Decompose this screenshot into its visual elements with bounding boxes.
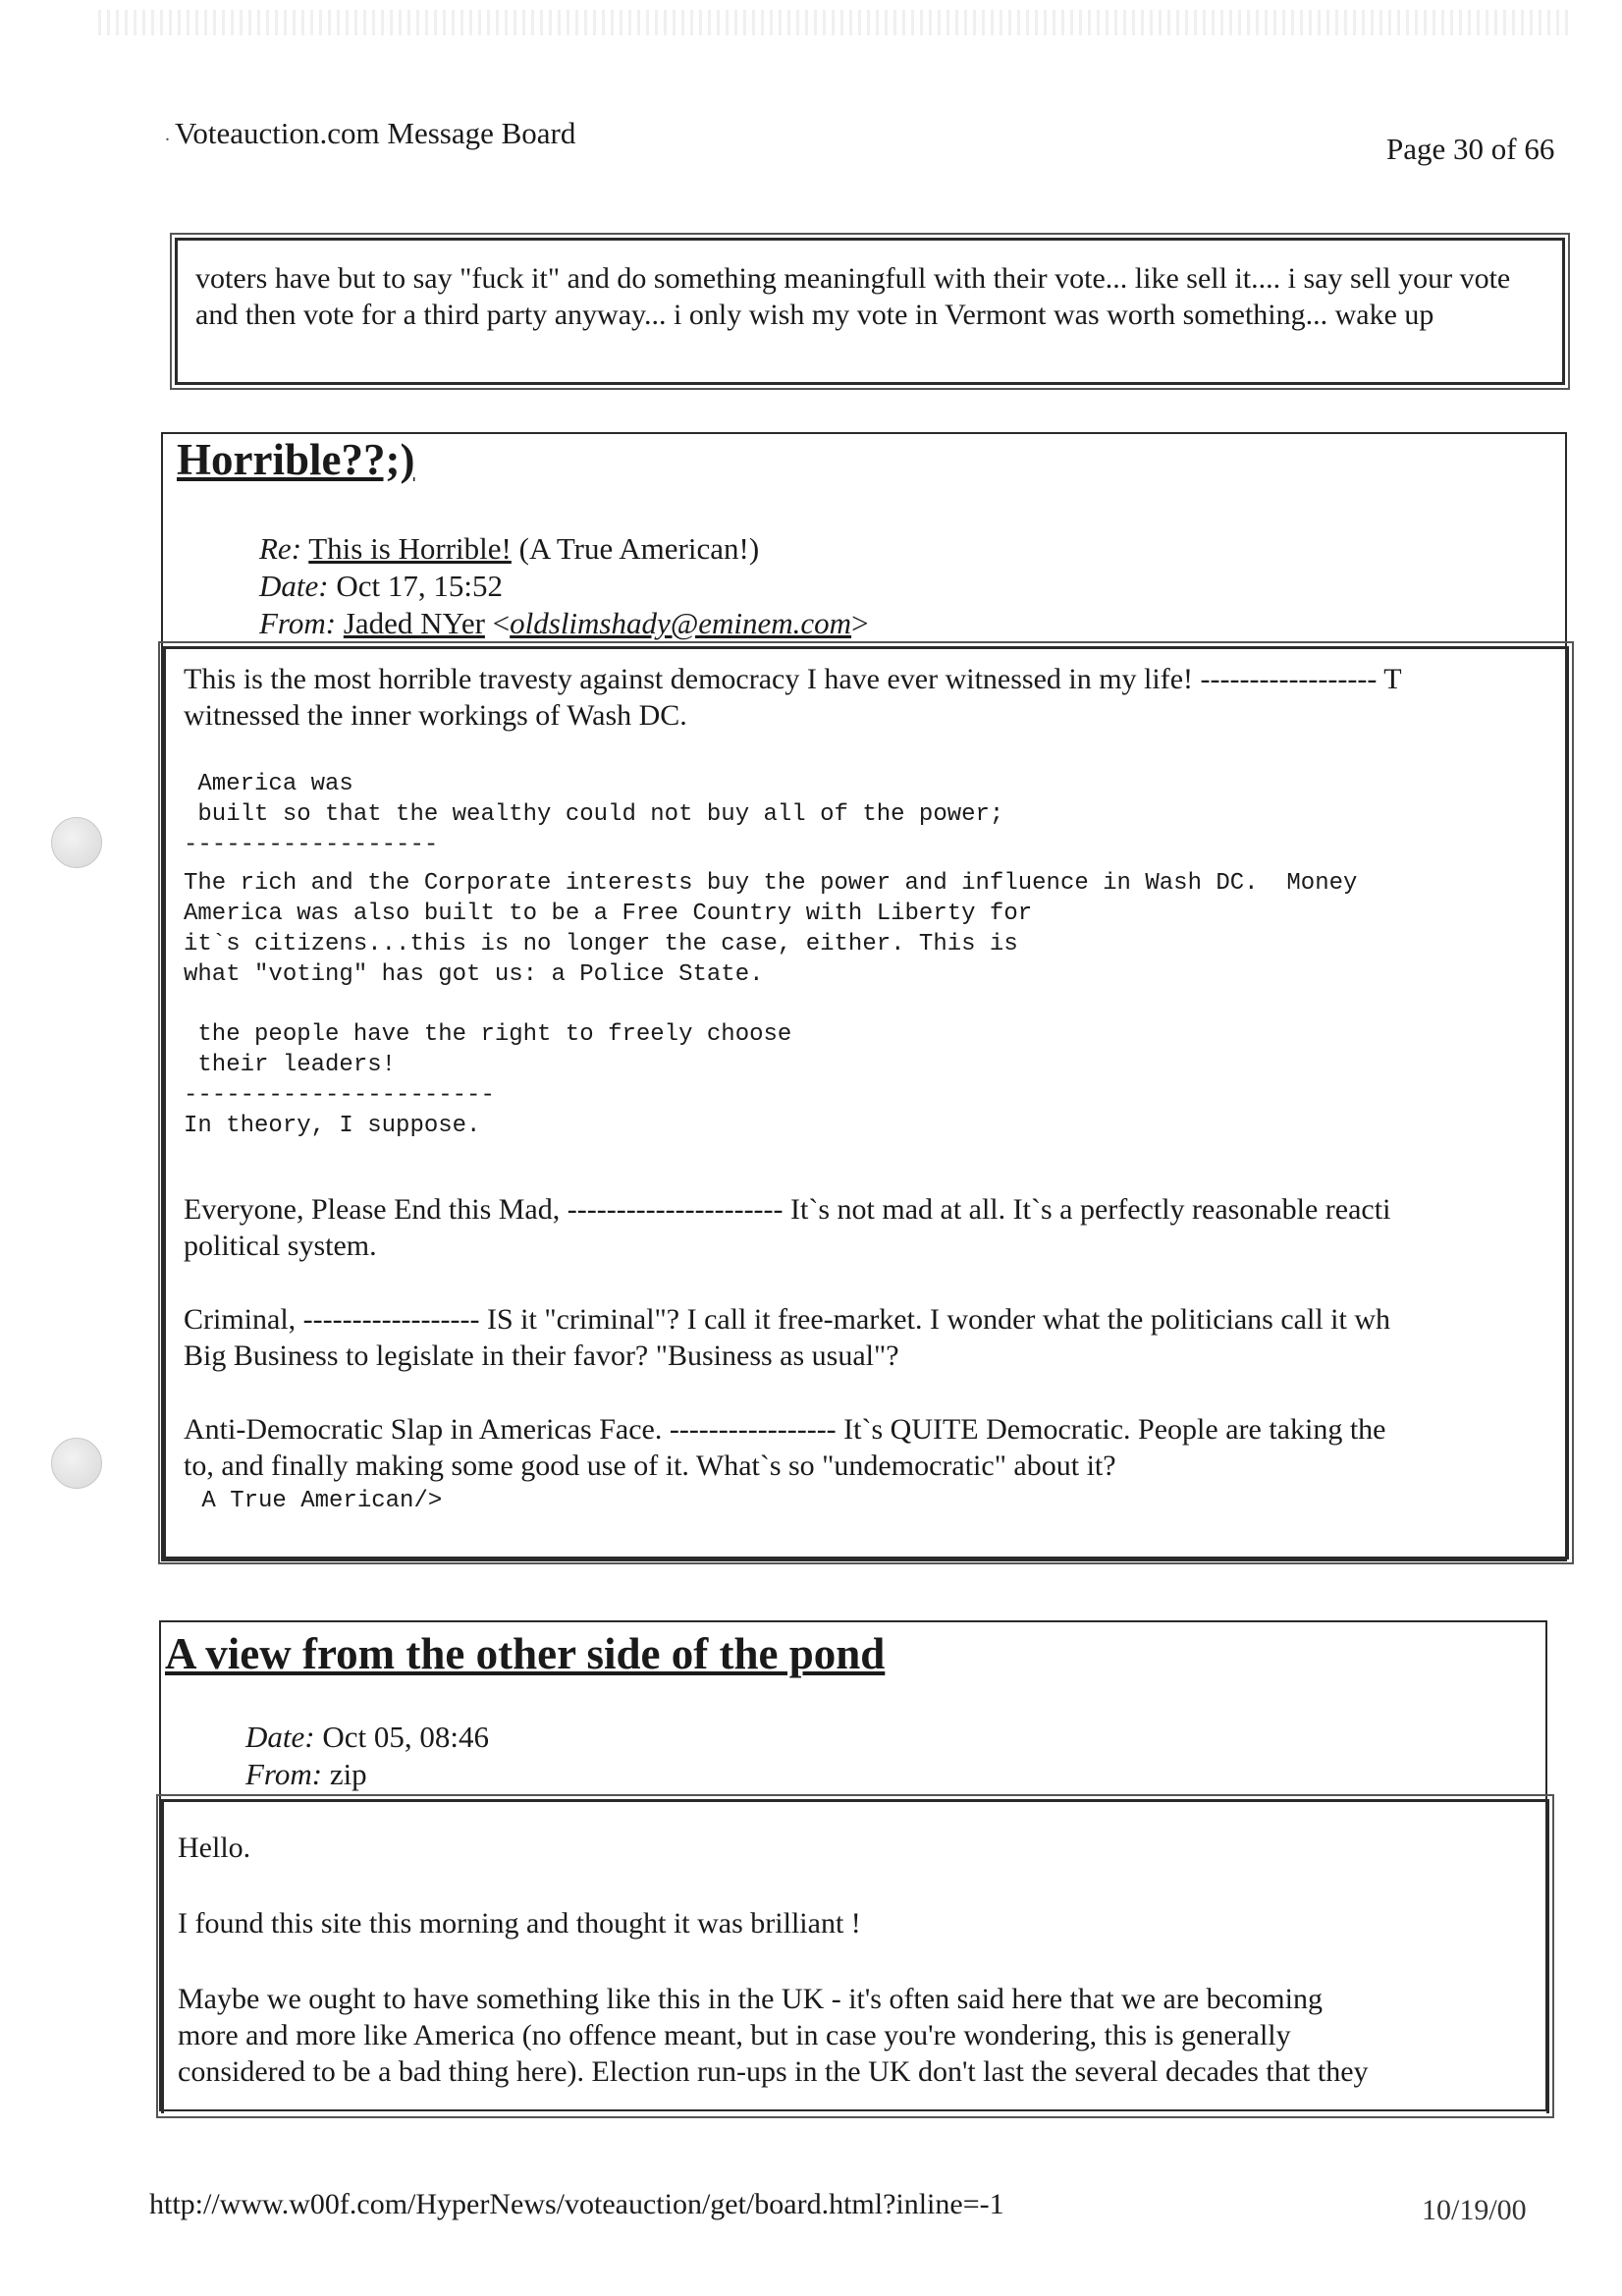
author-name: zip — [329, 1757, 367, 1791]
reply-to-link[interactable]: This is Horrible! — [308, 531, 512, 566]
post-paragraph: more and more like America (no offence meant, but in case you're wondering, this is generally — [178, 2019, 1291, 2051]
date-label: Date: — [259, 569, 329, 603]
quote-divider: ------------------ — [184, 832, 439, 858]
date-line — [245, 1719, 489, 1756]
from-label: From: — [245, 1757, 323, 1791]
email-close-bracket: > — [851, 606, 869, 640]
post-paragraph: political system. — [184, 1230, 377, 1262]
reply-line: what "voting" has got us: a Police State. — [184, 961, 764, 988]
post-paragraph: I found this site this morning and thought it was brilliant ! — [178, 1907, 861, 1940]
page-number: Page 30 of 66 — [1386, 132, 1555, 166]
post-body-intro-1: This is the most horrible travesty against democracy I have ever witnessed in my life! ------------------ T — [184, 663, 1402, 695]
post-body-box — [163, 646, 1569, 1559]
post-paragraph: to, and finally making some good use of it. What`s so "undemocratic" about it? — [184, 1449, 1116, 1482]
post-paragraph: Hello. — [178, 1831, 251, 1864]
post-horrible — [161, 432, 1567, 1561]
quote-divider: ---------------------- — [184, 1082, 495, 1109]
post-paragraph: Everyone, Please End this Mad, ---------------------- It`s not mad at all. It`s a perfectly reasonable reacti — [184, 1193, 1391, 1226]
quote-line: America was — [184, 771, 353, 797]
reply-line: In theory, I suppose. — [184, 1113, 481, 1139]
from-line — [259, 605, 869, 642]
reply-line: America was also built to be a Free Country with Liberty for — [184, 901, 1033, 927]
from-line — [245, 1756, 489, 1793]
email-open-bracket: < — [492, 606, 511, 640]
quote-line: the people have the right to freely choose — [184, 1021, 792, 1048]
punch-hole — [51, 817, 102, 868]
author-link[interactable]: Jaded NYer — [343, 606, 485, 640]
quote-line: their leaders! — [184, 1052, 397, 1078]
author-email-link[interactable]: oldslimshady@eminem.com — [510, 606, 852, 640]
footer-date: 10/19/00 — [1422, 2194, 1527, 2226]
reply-line: The rich and the Corporate interests buy the power and influence in Wash DC. Money — [184, 870, 1358, 897]
continued-post-text: voters have but to say "fuck it" and do something meaningfull with their vote... like sell it.... i say sell your vote and then vote for a third party anyway... i only wish my vote in Vermont was worth something... wake up — [195, 262, 1511, 331]
post-body-box — [161, 1799, 1549, 2113]
from-label: From: — [259, 606, 337, 640]
post-paragraph: Criminal, ------------------ IS it "criminal"? I call it free-market. I wonder what the politicians call it wh — [184, 1303, 1390, 1336]
post-meta — [259, 530, 869, 642]
page-header-title: Voteauction.com Message Board — [175, 116, 576, 150]
post-title[interactable]: Horrible??;) — [177, 435, 415, 484]
post-paragraph: Big Business to legislate in their favor? "Business as usual"? — [184, 1339, 899, 1372]
post-meta — [245, 1719, 489, 1793]
reply-to-line — [259, 530, 869, 568]
date-value: Oct 05, 08:46 — [322, 1720, 489, 1754]
reply-line: it`s citizens...this is no longer the case, either. This is — [184, 931, 1018, 957]
scan-mark: . — [165, 124, 170, 145]
post-title[interactable]: A view from the other side of the pond — [165, 1629, 886, 1678]
post-body-intro-2: witnessed the inner workings of Wash DC. — [184, 699, 687, 732]
post-paragraph: Maybe we ought to have something like this in the UK - it's often said here that we are becoming — [178, 1983, 1323, 2015]
reply-to-author: (A True American!) — [518, 531, 760, 566]
continued-post-box — [175, 238, 1565, 385]
footer-url: http://www.w00f.com/HyperNews/voteauction/get/board.html?inline=-1 — [149, 2188, 1004, 2220]
post-other-side — [159, 1620, 1547, 2111]
date-line — [259, 568, 869, 605]
punch-hole — [51, 1438, 102, 1489]
quote-line: built so that the wealthy could not buy all of the power; — [184, 801, 1004, 828]
date-value: Oct 17, 15:52 — [336, 569, 503, 603]
post-paragraph: considered to be a bad thing here). Election run-ups in the UK don't last the several decades that they — [178, 2055, 1369, 2088]
post-signature: A True American/> — [188, 1488, 443, 1514]
re-label: Re: — [259, 531, 302, 566]
date-label: Date: — [245, 1720, 315, 1754]
scan-noise — [98, 10, 1571, 35]
post-paragraph: Anti-Democratic Slap in Americas Face. ----------------- It`s QUITE Democratic. People are taking the — [184, 1413, 1386, 1446]
